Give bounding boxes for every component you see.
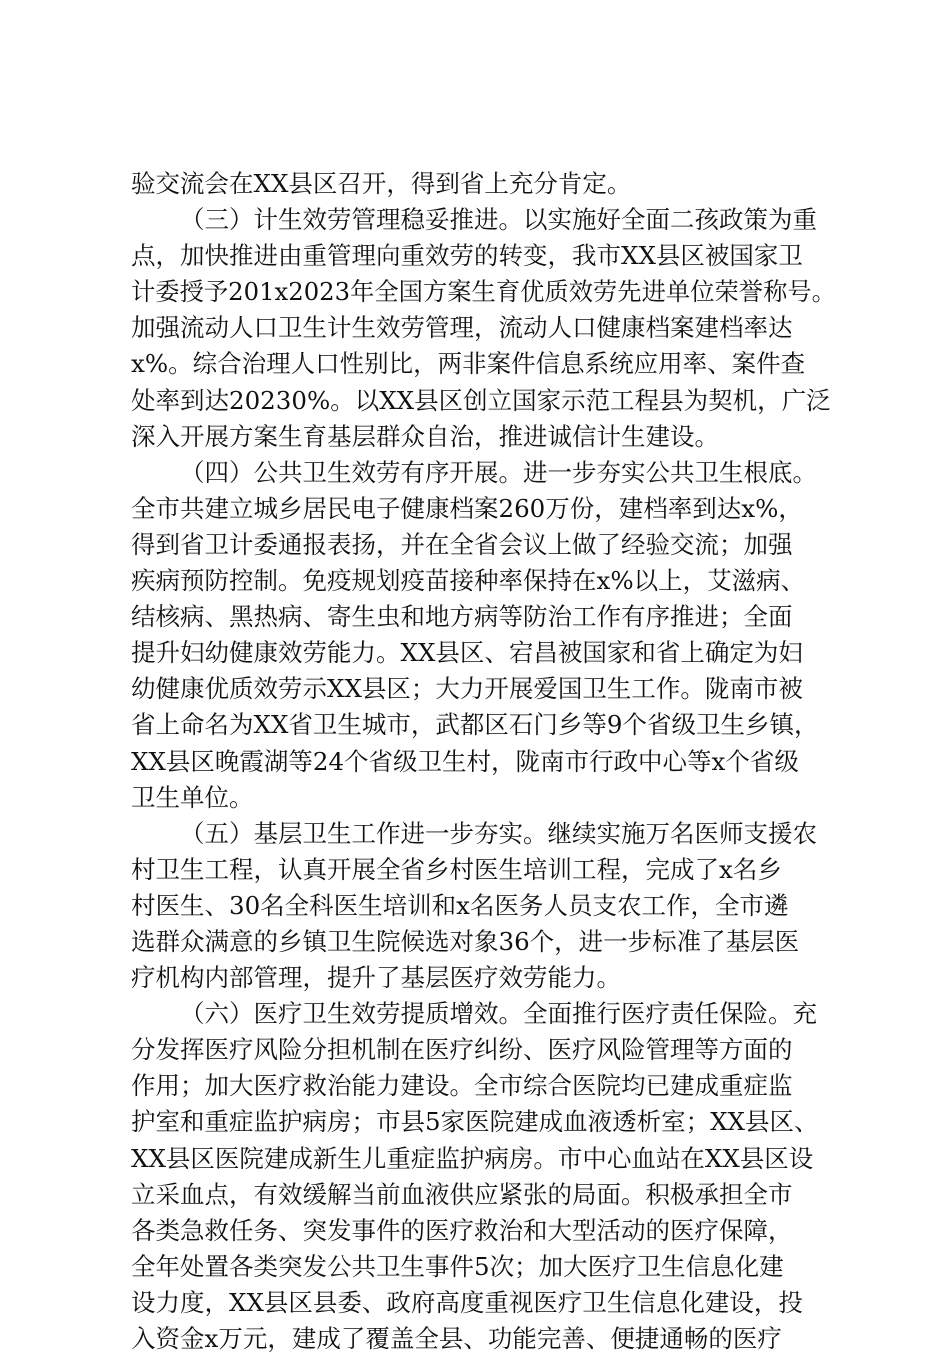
text-line: 提升妇幼健康效劳能力。XX县区、宕昌被国家和省上确定为妇 (131, 638, 803, 668)
text-line: XX县区医院建成新生儿重症监护病房。市中心血站在XX县区设 (131, 1143, 814, 1173)
text-line: 村卫生工程，认真开展全省乡村医生培训工程，完成了x名乡 (131, 854, 782, 884)
text-line: 全年处置各类突发公共卫生事件5次；加大医疗卫生信息化建 (131, 1251, 784, 1281)
text-line: 立采血点，有效缓解当前血液供应紧张的局面。积极承担全市 (131, 1179, 793, 1209)
text-line: 处率到达20230%。以XX县区创立国家示范工程县为契机，广泛 (131, 385, 831, 415)
paragraph-first-line: （五）基层卫生工作进一步夯实。继续实施万名医师支援农 (180, 818, 817, 848)
paragraph-first-line: （六）医疗卫生效劳提质增效。全面推行医疗责任保险。充 (180, 999, 817, 1029)
text-line: 分发挥医疗风险分担机制在医疗纠纷、医疗风险管理等方面的 (131, 1035, 793, 1065)
text-line: 得到省卫计委通报表扬，并在全省会议上做了经验交流；加强 (131, 529, 793, 559)
paragraph-first-line: （四）公共卫生效劳有序开展。进一步夯实公共卫生根底。 (180, 457, 817, 487)
text-line: XX县区晚霞湖等24个省级卫生村，陇南市行政中心等x个省级 (131, 746, 799, 776)
text-line: 作用；加大医疗救治能力建设。全市综合医院均已建成重症监 (131, 1071, 793, 1101)
text-line: 幼健康优质效劳示XX县区；大力开展爱国卫生工作。陇南市被 (131, 674, 803, 704)
text-line: 卫生单位。 (131, 782, 254, 812)
text-line: 选群众满意的乡镇卫生院候选对象36个，进一步标准了基层医 (131, 926, 800, 956)
text-line: 护室和重症监护病房；市县5家医院建成血液透析室；XX县区、 (131, 1107, 819, 1137)
text-line: 入资金x万元，建成了覆盖全县、功能完善、便捷通畅的医疗 (131, 1324, 782, 1353)
text-line: 村医生、30名全科医生培训和x名医务人员支农工作，全市遴 (131, 890, 789, 920)
text-line: 设力度，XX县区县委、政府高度重视医疗卫生信息化建设，投 (131, 1287, 803, 1317)
text-line: 验交流会在XX县区召开，得到省上充分肯定。 (131, 169, 632, 198)
text-line: 计委授予201x2023年全国方案生育优质效劳先进单位荣誉称号。 (131, 277, 836, 307)
text-line: 结核病、黑热病、寄生虫和地方病等防治工作有序推进；全面 (131, 602, 793, 632)
text-line: 加强流动人口卫生计生效劳管理，流动人口健康档案建档率达 (131, 313, 793, 343)
text-line: 省上命名为XX省卫生城市，武都区石门乡等9个省级卫生乡镇， (131, 710, 819, 740)
text-line: 疾病预防控制。免疫规划疫苗接种率保持在x%以上，艾滋病、 (131, 566, 806, 596)
text-line: 各类急救任务、突发事件的医疗救治和大型活动的医疗保障， (131, 1215, 793, 1245)
text-line: x%。综合治理人口性别比，两非案件信息系统应用率、案件查 (131, 349, 806, 379)
text-line: 深入开展方案生育基层群众自治，推进诚信计生建设。 (131, 421, 719, 451)
text-line: 疗机构内部管理，提升了基层医疗效劳能力。 (131, 963, 621, 993)
text-line: 点，加快推进由重管理向重效劳的转变，我市XX县区被国家卫 (131, 241, 803, 271)
document-body (131, 166, 836, 1357)
paragraph-first-line: （三）计生效劳管理稳妥推进。以实施好全面二孩政策为重 (180, 205, 817, 235)
text-line: 全市共建立城乡居民电子健康档案260万份，建档率到达x%， (131, 493, 803, 523)
